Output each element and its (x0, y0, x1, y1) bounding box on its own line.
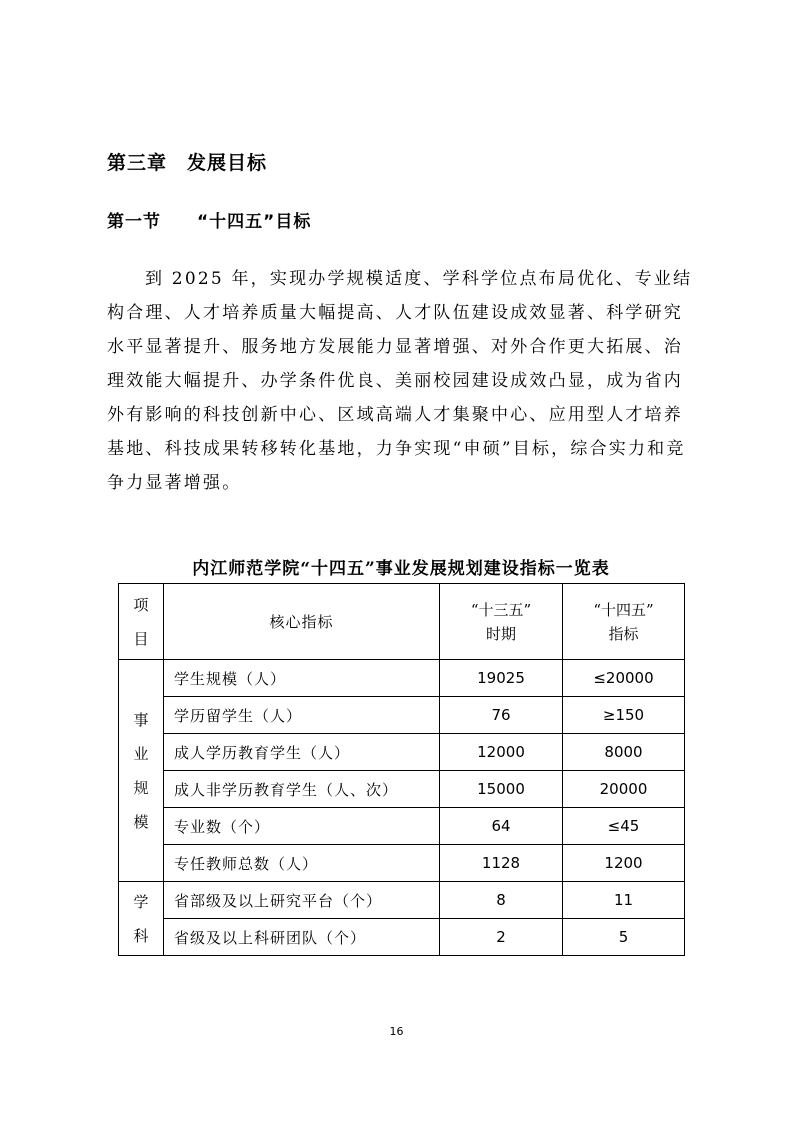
target-value-cell: ≥150 (563, 697, 685, 734)
indicator-cell: 成人学历教育学生（人） (164, 734, 440, 771)
prev-value-cell: 19025 (440, 660, 563, 697)
indicator-cell: 省部级及以上研究平台（个） (164, 882, 440, 919)
page-number: 16 (389, 1025, 404, 1038)
table-title: 内江师范学院“十四五”事业发展规划建设指标一览表 (192, 559, 610, 579)
target-value-cell: 20000 (563, 771, 685, 808)
body-paragraph: 到 2025 年，实现办学规模适度、学科学位点布局优化、专业结构合理、人才培养质量大幅提高、人才队伍建设成效显著、科学研究水平显著提升、服务地方发展能力显著增强、对外合作更大拓展、治理效能大幅提升、办学条件优良、美丽校园建设成效凸显，成为省内外有影响的科技创新中心、区域高端人才集聚中心、应用型人才培养基地、科技成果转移转化基地，力争实现“申硕”目标，综合实力和竞争力显著增强。 (107, 269, 693, 493)
prev-value-cell: 1128 (440, 845, 563, 882)
target-value-cell: ≤45 (563, 808, 685, 845)
target-value-cell: 8000 (563, 734, 685, 771)
indicator-cell: 省级及以上科研团队（个） (164, 919, 440, 956)
table-row (119, 660, 685, 697)
prev-value-cell: 8 (440, 882, 563, 919)
table-row (119, 845, 685, 882)
prev-value-cell: 12000 (440, 734, 563, 771)
target-value-cell: 1200 (563, 845, 685, 882)
table-row (119, 919, 685, 956)
table-row (119, 771, 685, 808)
table-row (119, 697, 685, 734)
header-target: “十四五” 指标 (563, 584, 685, 660)
table-row (119, 808, 685, 845)
prev-value-cell: 2 (440, 919, 563, 956)
section-label: 第一节 (107, 212, 161, 232)
header-prev-period: “十三五” 时期 (440, 584, 563, 660)
header-indicator: 核心指标 (164, 584, 440, 660)
target-value-cell: 5 (563, 919, 685, 956)
header-category: 项 目 (119, 584, 164, 660)
category-cell: 事 业 规 模 (119, 660, 164, 882)
indicator-cell: 成人非学历教育学生（人、次） (164, 771, 440, 808)
target-value-cell: ≤20000 (563, 660, 685, 697)
category-cell: 学 科 (119, 882, 164, 956)
table-header-row (119, 584, 685, 660)
target-value-cell: 11 (563, 882, 685, 919)
table-row (119, 882, 685, 919)
section-title: “十四五”目标 (197, 212, 312, 232)
indicator-cell: 专业数（个） (164, 808, 440, 845)
section-heading (107, 207, 311, 232)
prev-value-cell: 64 (440, 808, 563, 845)
indicator-cell: 专任教师总数（人） (164, 845, 440, 882)
indicator-cell: 学生规模（人） (164, 660, 440, 697)
chapter-title: 第三章 发展目标 (107, 152, 268, 174)
indicator-cell: 学历留学生（人） (164, 697, 440, 734)
indicator-table (118, 583, 685, 956)
table-row (119, 734, 685, 771)
prev-value-cell: 15000 (440, 771, 563, 808)
prev-value-cell: 76 (440, 697, 563, 734)
